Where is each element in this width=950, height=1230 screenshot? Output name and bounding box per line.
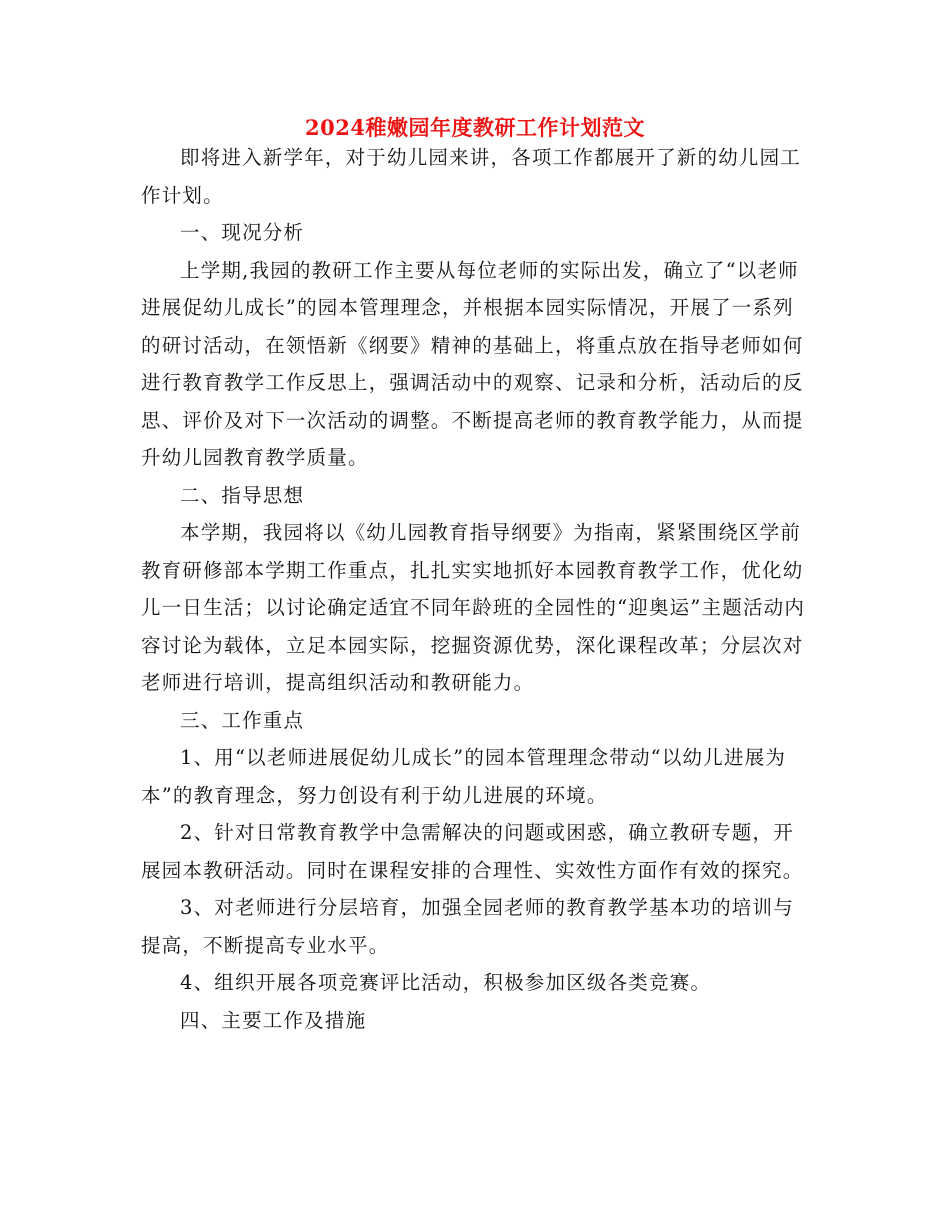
- section-heading-guiding-ideology: 二、指导思想: [180, 483, 305, 507]
- intro-paragraph: 即将进入新学年，对于幼儿园来讲，各项工作都展开了新的幼儿园工作计划。: [141, 146, 802, 207]
- work-focus-item-1: 1、用“以老师进展促幼儿成长”的园本管理理念带动“以幼儿进展为本”的教育理念，努力创设有利于幼儿进展的环境。: [141, 746, 787, 807]
- status-analysis-paragraph: 上学期,我园的教研工作主要从每位老师的实际出发，确立了“以老师进展促幼儿成长”的园本管理理念，并根据本园实际情况，开展了一系列的研讨活动，在领悟新《纲要》精神的基础上，将重点放在指导老师如何进行教育教学工作反思上，强调活动中的观察、记录和分析，活动后的反思、评价及对下一次活动的调整。不断提高老师的教育教学能力，从而提升幼儿园教育教学质量。: [141, 258, 804, 469]
- document-title: 2024稚嫩园年度教研工作计划范文: [305, 115, 645, 140]
- work-focus-item-2: 2、针对日常教育教学中急需解决的问题或困惑，确立教研专题，开展园本教研活动。同时在课程安排的合理性、实效性方面作有效的探究。: [141, 821, 804, 882]
- guiding-ideology-paragraph: 本学期，我园将以《幼儿园教育指导纲要》为指南，紧紧围绕区学前教育研修部本学期工作重点，扎扎实实地抓好本园教育教学工作，优化幼儿一日生活；以讨论确定适宜不同年龄班的全园性的“迎奥运”主题活动内容讨论为载体，立足本园实际，挖掘资源优势，深化课程改革；分层次对老师进行培训，提高组织活动和教研能力。: [141, 521, 806, 694]
- work-focus-item-4: 4、组织开展各项竞赛评比活动，积极参加区级各类竞赛。: [180, 971, 712, 994]
- section-heading-main-work: 四、主要工作及措施: [180, 1008, 367, 1032]
- section-heading-status-analysis: 一、现况分析: [180, 221, 305, 244]
- work-focus-item-3: 3、对老师进行分层培育，加强全园老师的教育教学基本功的培训与提高，不断提高专业水平。: [141, 896, 794, 957]
- document-body: [141, 139, 809, 1039]
- section-heading-work-focus: 三、工作重点: [180, 708, 305, 732]
